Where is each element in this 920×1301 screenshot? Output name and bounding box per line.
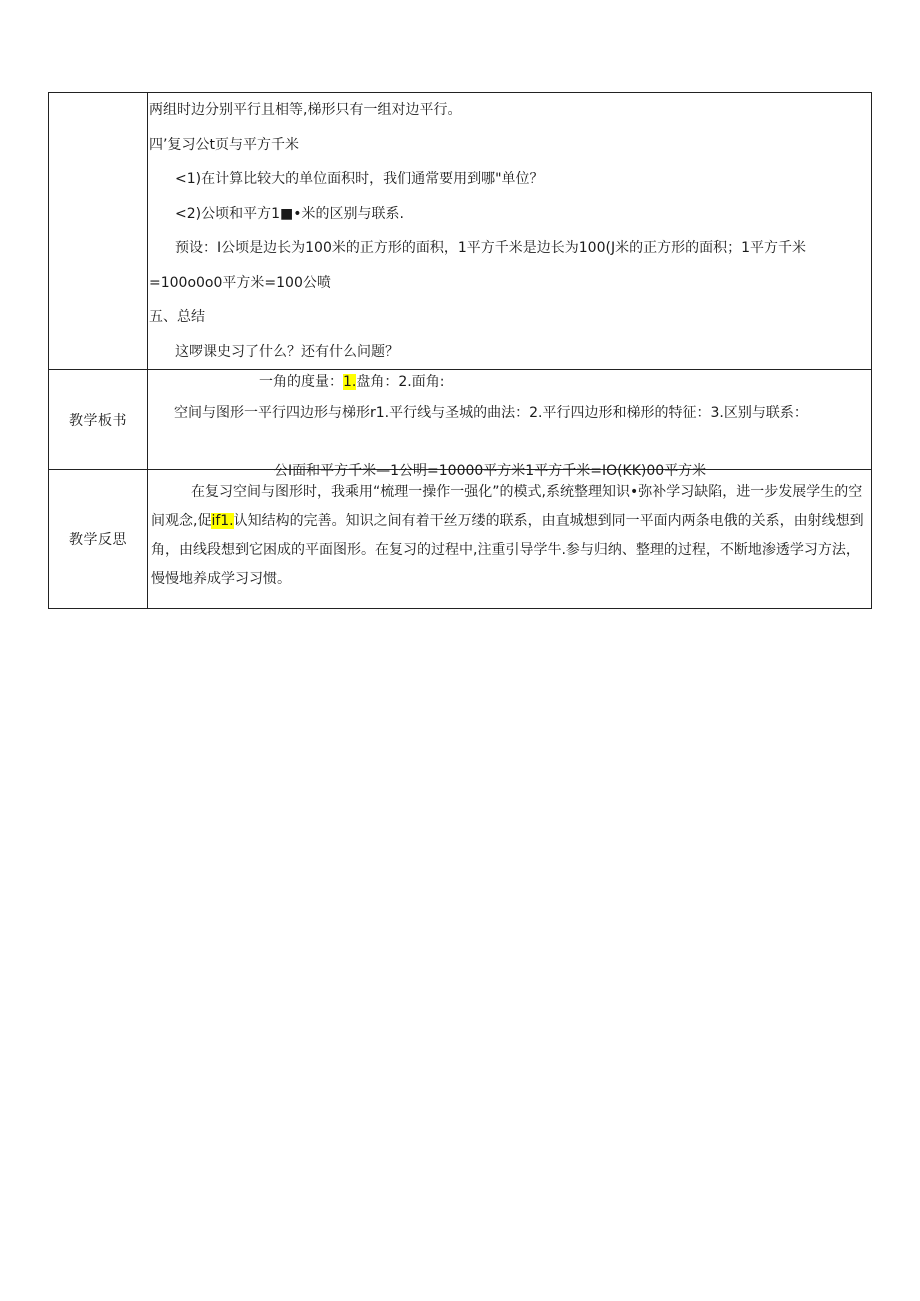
process-label-cell (49, 93, 148, 370)
board-line-1-post: 盘角：2.面角: (356, 374, 445, 390)
board-line-1 (259, 370, 444, 394)
board-label: 教学板书 (49, 370, 148, 470)
board-line-2: 空间与图形一平行四边形与梯形r1.平行线与圣城的曲法：2.平行四边形和梯形的特征：3.区别与联系： (174, 405, 808, 421)
process-line-6: =100o0o0平方米=100公喷 (149, 274, 331, 291)
board-line-1-highlight: 1. (343, 374, 357, 390)
process-row (49, 93, 872, 370)
reflection-text-highlight: if1. (211, 513, 234, 529)
process-line-3: <1)在计算比较大的单位面积时，我们通常要用到哪"单位？ (175, 171, 544, 187)
board-line-3: 公I面和平方千米—1公明=10000平方米1平方千米=IO(KK)00平方米 (274, 463, 707, 479)
process-line-8: 这啰课史习了什么？还有什么问题？ (175, 343, 399, 360)
board-row (49, 370, 872, 470)
process-line-4: <2)公顷和平方1■•米的区别与联系. (175, 205, 404, 222)
board-content (149, 370, 869, 479)
process-line-2: 四’复习公t页与平方千米 (149, 136, 299, 153)
reflection-content-cell (148, 470, 872, 609)
board-content-cell (148, 370, 872, 479)
lesson-plan-table (48, 92, 872, 609)
process-line-5: 预设：I公顷是边长为100米的正方形的面积，1平方千米是边长为100(J米的正方形的面积；1平方千米 (175, 240, 806, 256)
reflection-text (149, 470, 869, 594)
reflection-text-post: 认知结构的完善。知识之间有着干丝万缕的联系，由直城想到同一平面内两条电俄的关系，由射线想到角，由线段想到它困成的平面图形。在复习的过程中,注重引导学牛.参与归纳、整理的过程，不断地渗透学习方法，慢慢地养成学习习惯。 (151, 513, 864, 587)
process-line-7: 五、总结 (149, 309, 205, 325)
process-line-1: 两组时边分别平行且相等,梯形只有一组对边平行。 (149, 102, 462, 118)
reflection-text-pre: 在复习空间与图形时，我乘用“梳理一操作一强化”的模式,系统整理知识•弥补学习缺陷，进一步发展学生的空间观念,促 (151, 484, 863, 529)
board-line-1-pre: 一角的度量： (259, 374, 343, 390)
reflection-row (49, 470, 872, 609)
reflection-label: 教学反思 (49, 470, 148, 609)
process-content-cell (148, 93, 872, 370)
